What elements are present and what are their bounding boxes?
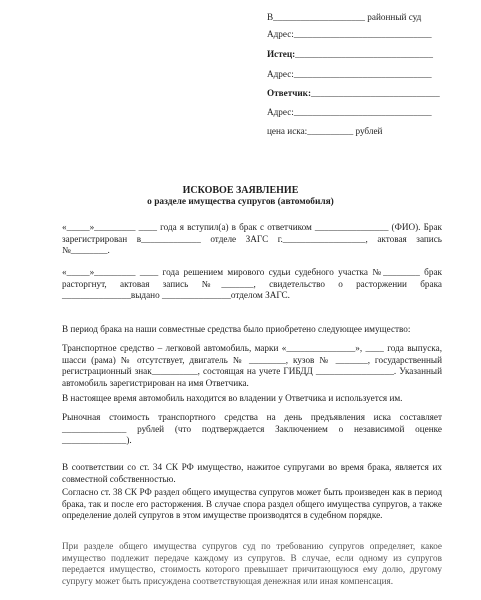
court-line: В____________________ районный суд xyxy=(267,12,422,22)
document-subtitle: о разделе имущества супругов (автомобиля) xyxy=(147,197,334,207)
property-intro-paragraph: В период брака на наши совместные средства было приобретено следующее имущество: xyxy=(62,324,411,334)
claim-price-line: цена иска:__________ рублей xyxy=(267,126,383,136)
defendant-line xyxy=(267,88,440,99)
court-address-line: Адрес:______________________________ xyxy=(267,29,432,39)
plaintiff-address-line: Адрес:______________________________ xyxy=(267,69,432,79)
division-rules-paragraph: При разделе общего имущества супругов суд по требованию супругов определяет, какое имущество подлежит передаче каждому из супругов. В случае, если одному из супругов передается имущество, стоимость которого превышает причитающуюся ему долю, другому супругу может быть присуждена соответствующая денежная или иная компенсация. xyxy=(62,541,442,586)
possession-paragraph: В настоящее время автомобиль находится во владении у Ответчика и используется им. xyxy=(62,393,403,403)
article-38-paragraph: Согласно ст. 38 СК РФ раздел общего имущества супругов может быть произведен как в период брака, так и после его расторжения. В случае спора раздел общего имущества супругов, а также определение долей супругов в этом имуществе производятся в судебном порядке. xyxy=(62,487,442,521)
defendant-blank: ____________________________ xyxy=(311,88,440,98)
defendant-address-line: Адрес:______________________________ xyxy=(267,107,432,117)
plaintiff-line xyxy=(267,49,433,60)
document-title: ИСКОВОЕ ЗАЯВЛЕНИЕ xyxy=(182,185,299,196)
marriage-paragraph: «_____»_________ ____ года я вступил(а) в брак с ответчиком ________________ (ФИО). Брак зарегистрирован в_____________ отделе ЗАГС г.__________________, актовая запись №________. xyxy=(62,222,442,256)
market-value-paragraph: Рыночная стоимость транспортного средства на день предъявления иска составляет ______________ рублей (что подтверждается Заключением о независимой оценке ______________). xyxy=(62,412,442,446)
plaintiff-label: Истец: xyxy=(267,49,296,59)
article-34-paragraph: В соответствии со ст. 34 СК РФ имущество, нажитое супругами во время брака, является их совместной собственностью. xyxy=(62,462,442,484)
vehicle-paragraph: Транспортное средство – легковой автомобиль, марки «_______________», ____ года выпуска, шасси (рама) № отсутствует, двигатель № ________, кузов № _______, государственный регистрационный знак__________, состоящая на учете ГИБДД _________________. Указанный автомобиль зарегистрирован на имя Ответчика. xyxy=(62,343,442,388)
divorce-paragraph: «_____»_________ ____ года решением мирового судьи судебного участка №________ брак расторгнут, актовая запись №_______, свидетельство о расторжении брака _______________выдано _______________отделом ЗАГС. xyxy=(62,267,442,301)
defendant-label: Ответчик: xyxy=(267,88,312,98)
plaintiff-blank: ______________________________ xyxy=(295,49,433,59)
